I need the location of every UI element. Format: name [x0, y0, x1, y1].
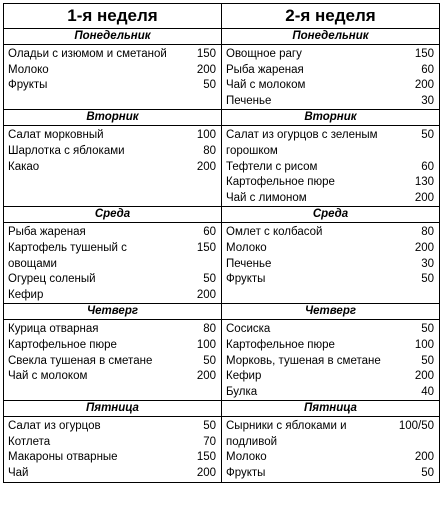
- dish-quantity: 70: [203, 435, 216, 448]
- dish-name: Салат морковный: [8, 129, 104, 142]
- dish-quantity: 30: [421, 94, 434, 107]
- menu-item: [4, 338, 221, 354]
- dish-quantity: 60: [421, 63, 434, 76]
- dish-quantity: 200: [196, 370, 216, 383]
- dish-name: Молоко: [226, 241, 267, 254]
- dish-name: Котлета: [8, 435, 51, 448]
- dish-name: Кефир: [226, 370, 262, 383]
- dish-quantity: 130: [414, 176, 434, 189]
- day-row: [4, 304, 440, 401]
- dish-name: Кефир: [8, 288, 44, 301]
- day-cell: [222, 401, 440, 482]
- day-title-divider: [222, 222, 439, 223]
- menu-item: [4, 288, 221, 304]
- menu-item: [4, 466, 221, 482]
- menu-item: [222, 369, 439, 385]
- dish-name: Чай: [8, 467, 29, 480]
- week-1-title: 1-я неделя: [4, 4, 222, 29]
- dish-quantity: 40: [421, 385, 434, 398]
- dish-quantity: 100: [196, 338, 216, 351]
- dish-name: Оладьи с изюмом и сметаной: [8, 48, 167, 60]
- day-row: [4, 110, 440, 207]
- menu-item: [222, 257, 439, 273]
- dish-quantity: 80: [203, 323, 216, 336]
- menu-item: [4, 354, 221, 370]
- dish-quantity: 200: [414, 370, 434, 383]
- week-header-row: [4, 4, 440, 29]
- day-title-divider: [222, 416, 439, 417]
- dish-name: Огурец соленый: [8, 273, 96, 286]
- dish-quantity: 30: [421, 257, 434, 270]
- day-title-divider: [222, 319, 439, 320]
- menu-item: [222, 354, 439, 370]
- dish-name: Рыба жареная: [226, 63, 304, 76]
- dish-quantity: 50: [203, 354, 216, 367]
- day-title-divider: [222, 125, 439, 126]
- dish-name: Булка: [226, 385, 258, 398]
- menu-item: [222, 128, 439, 159]
- day-cell: [222, 110, 440, 207]
- dish-name: Печенье: [226, 257, 272, 270]
- menu-item: [222, 63, 439, 79]
- dish-name: Салат из огурцов: [8, 420, 101, 433]
- dish-quantity: 150: [196, 48, 216, 60]
- menu-item: [4, 47, 221, 63]
- dish-quantity: 100: [196, 129, 216, 142]
- menu-item: [4, 160, 221, 176]
- dish-name: Чай с молоком: [226, 79, 306, 92]
- menu-item: [222, 47, 439, 63]
- day-row: [4, 29, 440, 110]
- dish-quantity: 100/50: [398, 420, 434, 433]
- dish-name: Картофельное пюре: [226, 176, 335, 189]
- menu-item: [222, 466, 439, 482]
- dish-quantity: 60: [421, 160, 434, 173]
- day-cell: [4, 110, 222, 207]
- dish-name: Фрукты: [226, 273, 266, 286]
- day-title-divider: [4, 44, 221, 45]
- dish-name: Морковь, тушеная в сметане: [226, 354, 381, 367]
- dish-quantity: 200: [414, 451, 434, 464]
- dish-quantity: 200: [414, 241, 434, 254]
- menu-item: [4, 322, 221, 338]
- dish-name: Салат из огурцов с зеленым горошком: [226, 129, 378, 157]
- day-title-divider: [4, 319, 221, 320]
- dish-name: Рыба жареная: [8, 226, 86, 239]
- day-cell: [222, 207, 440, 304]
- menu-item: [4, 272, 221, 288]
- dish-name: Омлет с колбасой: [226, 226, 323, 239]
- dish-name: Молоко: [226, 451, 267, 464]
- menu-item: [4, 144, 221, 160]
- dish-quantity: 200: [196, 63, 216, 76]
- menu-body: [4, 4, 440, 483]
- dish-name: Печенье: [226, 94, 272, 107]
- menu-item: [222, 241, 439, 257]
- menu-item: [4, 225, 221, 241]
- day-title: Пятница: [304, 402, 357, 415]
- menu-item: [4, 369, 221, 385]
- dish-name: Какао: [8, 160, 40, 173]
- dish-quantity: 60: [203, 226, 216, 239]
- menu-item: [4, 78, 221, 94]
- dish-quantity: 50: [421, 129, 434, 142]
- dish-quantity: 150: [414, 48, 434, 60]
- dish-name: Чай с лимоном: [226, 191, 307, 204]
- menu-item: [222, 175, 439, 191]
- dish-quantity: 50: [203, 273, 216, 286]
- menu-item: [222, 322, 439, 338]
- day-title-divider: [4, 222, 221, 223]
- dish-quantity: 80: [421, 226, 434, 239]
- day-title: Четверг: [87, 305, 138, 318]
- dish-name: Сырники с яблоками и подливой: [226, 420, 347, 448]
- day-cell: [222, 29, 440, 110]
- weekly-menu-table: [3, 3, 440, 483]
- day-title: Понедельник: [292, 30, 369, 42]
- dish-name: Молоко: [8, 63, 49, 76]
- dish-quantity: 50: [203, 79, 216, 92]
- menu-item: [4, 450, 221, 466]
- dish-quantity: 50: [421, 323, 434, 336]
- dish-name: Шарлотка с яблоками: [8, 144, 125, 157]
- day-cell: [4, 207, 222, 304]
- day-title-divider: [4, 416, 221, 417]
- dish-name: Макароны отварные: [8, 451, 118, 464]
- dish-name: Овощное рагу: [226, 48, 302, 60]
- dish-name: Тефтели с рисом: [226, 160, 318, 173]
- dish-name: Чай с молоком: [8, 370, 88, 383]
- day-cell: [222, 304, 440, 401]
- dish-quantity: 50: [203, 420, 216, 433]
- day-title: Среда: [312, 208, 349, 221]
- menu-item: [4, 63, 221, 79]
- dish-quantity: 50: [421, 467, 434, 480]
- day-title: Среда: [94, 208, 131, 221]
- menu-item: [222, 160, 439, 176]
- menu-item: [4, 419, 221, 435]
- dish-name: Сосиска: [226, 323, 271, 336]
- menu-item: [4, 435, 221, 451]
- day-title: Понедельник: [74, 30, 151, 42]
- dish-quantity: 50: [421, 354, 434, 367]
- day-title-divider: [4, 125, 221, 126]
- dish-quantity: 100: [414, 338, 434, 351]
- dish-name: Картофельное пюре: [226, 338, 335, 351]
- day-row: [4, 401, 440, 482]
- dish-quantity: 200: [414, 79, 434, 92]
- menu-item: [222, 272, 439, 288]
- day-cell: [4, 29, 222, 110]
- dish-quantity: 150: [196, 451, 216, 464]
- menu-item: [222, 450, 439, 466]
- menu-item: [222, 419, 439, 450]
- dish-name: Курица отварная: [8, 323, 99, 336]
- dish-quantity: 200: [196, 160, 216, 173]
- day-title: Вторник: [86, 111, 139, 124]
- dish-quantity: 200: [196, 288, 216, 301]
- menu-item: [222, 225, 439, 241]
- week-2-title: 2-я неделя: [222, 4, 440, 29]
- menu-item: [222, 78, 439, 94]
- day-cell: [4, 401, 222, 482]
- dish-quantity: 200: [196, 467, 216, 480]
- menu-item: [222, 191, 439, 207]
- dish-name: Фрукты: [226, 467, 266, 480]
- menu-item: [222, 94, 439, 110]
- menu-item: [4, 241, 221, 272]
- menu-item: [222, 338, 439, 354]
- dish-name: Фрукты: [8, 79, 48, 92]
- day-title: Вторник: [304, 111, 357, 124]
- dish-quantity: 200: [414, 191, 434, 204]
- day-title: Пятница: [86, 402, 139, 415]
- menu-item: [4, 128, 221, 144]
- day-cell: [4, 304, 222, 401]
- dish-name: Картофель тушеный с овощами: [8, 241, 127, 270]
- dish-quantity: 50: [421, 273, 434, 286]
- dish-name: Свекла тушеная в сметане: [8, 354, 153, 367]
- dish-quantity: 150: [196, 241, 216, 254]
- day-title: Четверг: [305, 305, 356, 318]
- day-row: [4, 207, 440, 304]
- day-title-divider: [222, 44, 439, 45]
- dish-quantity: 80: [203, 144, 216, 157]
- dish-name: Картофельное пюре: [8, 338, 117, 351]
- menu-item: [222, 385, 439, 401]
